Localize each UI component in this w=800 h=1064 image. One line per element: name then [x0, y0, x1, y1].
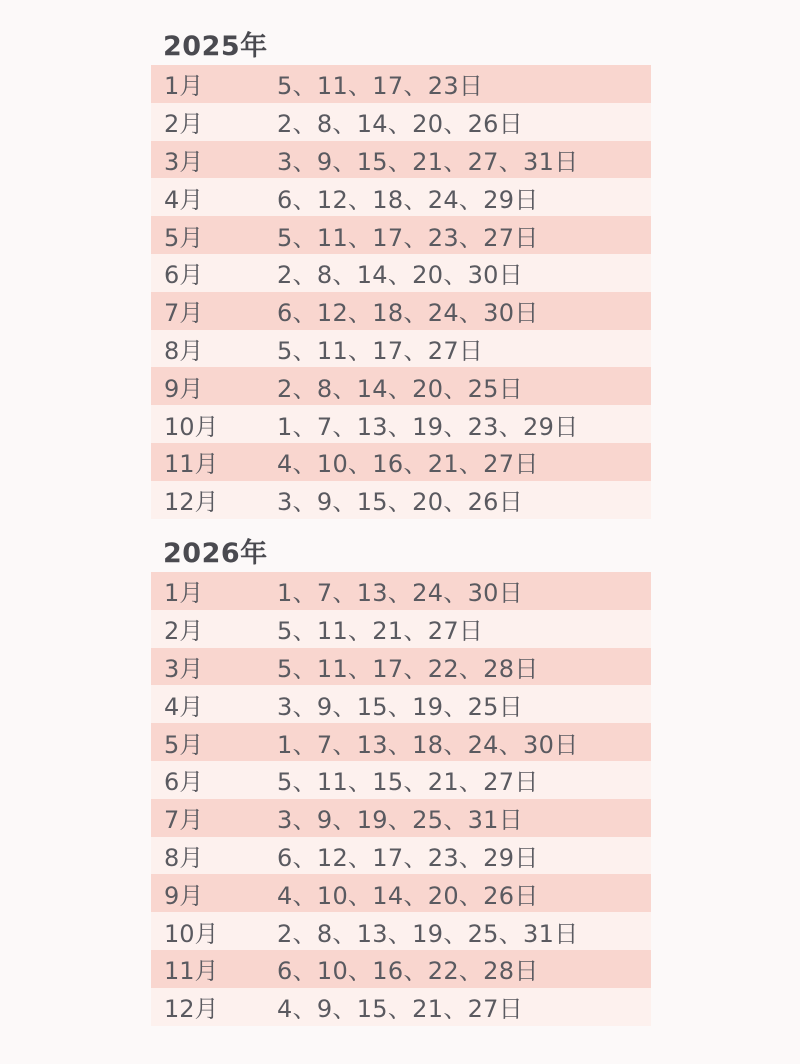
- month-label: 12月: [164, 995, 219, 1024]
- table-row: [151, 65, 651, 103]
- table-row: [151, 950, 651, 988]
- year-section-2026: [151, 535, 651, 1026]
- month-label: 11月: [164, 450, 219, 479]
- dates-list: 6、12、18、24、30日: [277, 299, 539, 328]
- table-row: [151, 988, 651, 1026]
- dates-list: 6、12、18、24、29日: [277, 185, 539, 214]
- table-row: [151, 178, 651, 216]
- dates-list: 5、11、21、27日: [277, 617, 484, 646]
- dates-list: 2、8、13、19、25、31日: [277, 919, 579, 948]
- table-row: [151, 685, 651, 723]
- dates-list: 4、10、16、21、27日: [277, 450, 539, 479]
- month-label: 12月: [164, 488, 219, 517]
- month-label: 7月: [164, 806, 204, 835]
- table-row: [151, 912, 651, 950]
- table-row: [151, 874, 651, 912]
- table-row: [151, 723, 651, 761]
- table-row: [151, 141, 651, 179]
- dates-list: 3、9、15、19、25日: [277, 692, 524, 721]
- dates-list: 5、11、17、23日: [277, 72, 484, 101]
- month-label: 2月: [164, 110, 204, 139]
- month-label: 1月: [164, 579, 204, 608]
- table-row: [151, 572, 651, 610]
- year-title: 2025年: [163, 31, 268, 62]
- month-label: 11月: [164, 957, 219, 986]
- dates-list: 3、9、19、25、31日: [277, 806, 524, 835]
- table-row: [151, 610, 651, 648]
- dates-list: 6、10、16、22、28日: [277, 957, 539, 986]
- month-label: 3月: [164, 147, 204, 176]
- dates-list: 5、11、17、27日: [277, 336, 484, 365]
- table-row: [151, 648, 651, 686]
- month-label: 10月: [164, 412, 219, 441]
- month-label: 5月: [164, 223, 204, 252]
- month-label: 8月: [164, 843, 204, 872]
- table-row: [151, 405, 651, 443]
- table-row: [151, 292, 651, 330]
- month-label: 3月: [164, 654, 204, 683]
- dates-list: 1、7、13、24、30日: [277, 579, 524, 608]
- month-label: 8月: [164, 336, 204, 365]
- dates-list: 5、11、15、21、27日: [277, 768, 539, 797]
- table-row: [151, 367, 651, 405]
- dates-list: 2、8、14、20、26日: [277, 110, 524, 139]
- month-table: [151, 65, 651, 519]
- month-label: 9月: [164, 881, 204, 910]
- month-label: 2月: [164, 617, 204, 646]
- table-row: [151, 330, 651, 368]
- month-label: 9月: [164, 374, 204, 403]
- table-row: [151, 443, 651, 481]
- table-row: [151, 837, 651, 875]
- month-label: 4月: [164, 185, 204, 214]
- dates-list: 6、12、17、23、29日: [277, 843, 539, 872]
- dates-list: 3、9、15、21、27、31日: [277, 147, 579, 176]
- dates-list: 3、9、15、20、26日: [277, 488, 524, 517]
- month-label: 6月: [164, 261, 204, 290]
- month-label: 10月: [164, 919, 219, 948]
- dates-list: 5、11、17、23、27日: [277, 223, 539, 252]
- table-row: [151, 799, 651, 837]
- table-row: [151, 761, 651, 799]
- month-label: 6月: [164, 768, 204, 797]
- dates-list: 2、8、14、20、25日: [277, 374, 524, 403]
- table-row: [151, 481, 651, 519]
- year-section-2025: [151, 28, 651, 519]
- year-title: 2026年: [163, 538, 268, 569]
- dates-list: 5、11、17、22、28日: [277, 654, 539, 683]
- table-row: [151, 103, 651, 141]
- month-label: 4月: [164, 692, 204, 721]
- month-label: 7月: [164, 299, 204, 328]
- dates-list: 1、7、13、19、23、29日: [277, 412, 579, 441]
- dates-list: 2、8、14、20、30日: [277, 261, 524, 290]
- dates-list: 1、7、13、18、24、30日: [277, 730, 579, 759]
- dates-list: 4、10、14、20、26日: [277, 881, 539, 910]
- month-label: 1月: [164, 72, 204, 101]
- month-table: [151, 572, 651, 1026]
- month-label: 5月: [164, 730, 204, 759]
- table-row: [151, 216, 651, 254]
- table-row: [151, 254, 651, 292]
- dates-list: 4、9、15、21、27日: [277, 995, 524, 1024]
